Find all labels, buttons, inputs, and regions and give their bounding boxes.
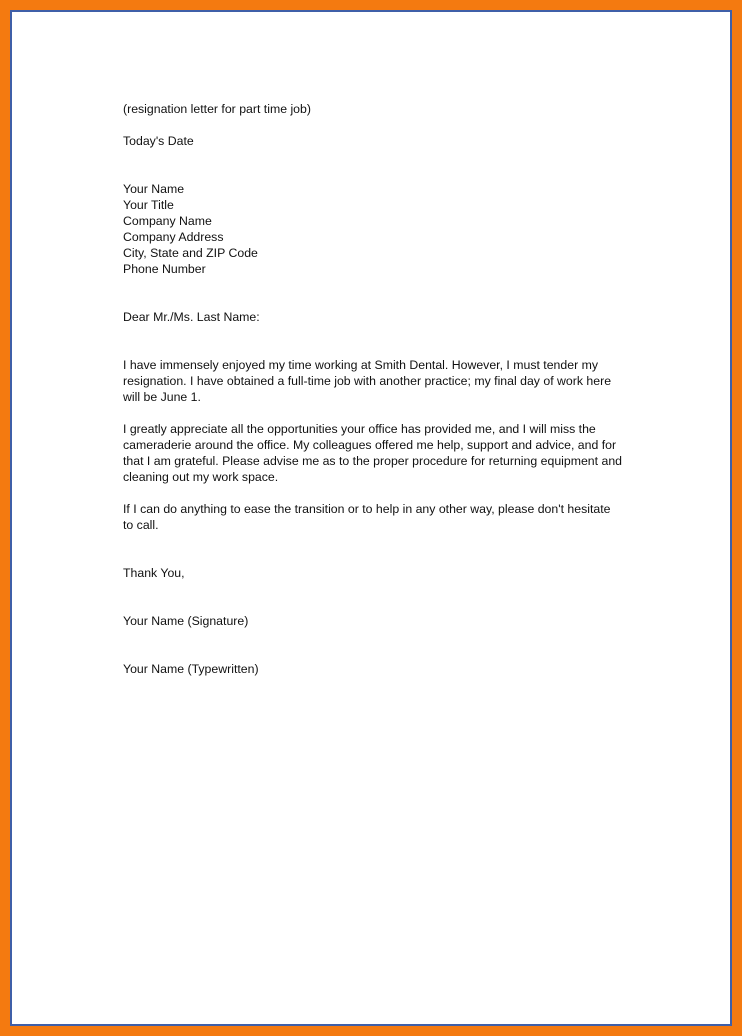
sender-title: Your Title — [123, 198, 174, 212]
sender-city-state-zip: City, State and ZIP Code — [123, 246, 258, 260]
letter-subtitle: (resignation letter for part time job) — [123, 102, 311, 116]
paragraph-line: will be June 1. — [123, 390, 201, 404]
sender-name: Your Name — [123, 182, 185, 196]
paragraph-line: that I am grateful. Please advise me as to the proper procedure for returning equipment and — [123, 454, 622, 468]
body-paragraph-1 — [123, 357, 628, 405]
resignation-letter — [123, 101, 628, 677]
paragraph-line: I have immensely enjoyed my time working at Smith Dental. However, I must tender my — [123, 358, 598, 372]
paragraph-line: cleaning out my work space. — [123, 470, 279, 484]
signature-line: Your Name (Signature) — [123, 614, 249, 628]
paragraph-line: If I can do anything to ease the transition or to help in any other way, please don't hesitate — [123, 502, 611, 516]
sender-block — [123, 181, 628, 277]
paragraph-line: to call. — [123, 518, 159, 532]
body-paragraph-3 — [123, 501, 628, 533]
closing: Thank You, — [123, 566, 185, 580]
salutation: Dear Mr./Ms. Last Name: — [123, 310, 260, 324]
paragraph-line: I greatly appreciate all the opportunities your office has provided me, and I will miss the — [123, 422, 596, 436]
paragraph-line: resignation. I have obtained a full-time job with another practice; my final day of work here — [123, 374, 612, 388]
sender-phone: Phone Number — [123, 262, 206, 276]
sender-address: Company Address — [123, 230, 224, 244]
paragraph-line: cameraderie around the office. My colleagues offered me help, support and advice, and for — [123, 438, 617, 452]
sender-company: Company Name — [123, 214, 212, 228]
letter-date: Today's Date — [123, 134, 194, 148]
letter-page — [16, 16, 726, 1020]
typed-name-line: Your Name (Typewritten) — [123, 662, 259, 676]
body-paragraph-2 — [123, 421, 628, 485]
